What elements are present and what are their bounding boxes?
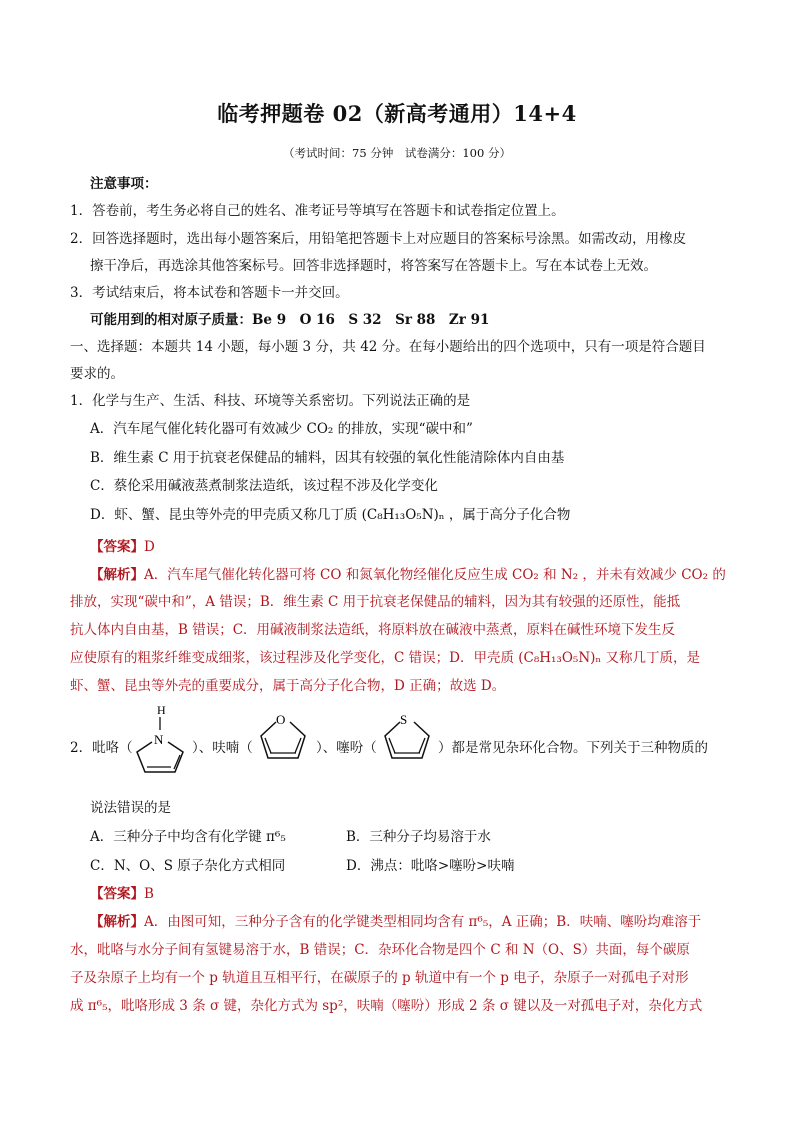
q2-option-d: D．沸点：吡咯>噻吩>呋喃 <box>346 858 515 874</box>
q1-option-a: A．汽车尾气催化转化器可有效减少 CO₂ 的排放，实现“碳中和” <box>90 421 473 437</box>
q2-stem-part-1: 2．吡咯（ <box>70 740 133 756</box>
q2-analysis-line-3: 子及杂原子上均有一个 p 轨道且互相平行，在碳原子的 p 轨道中有一个 p 电子，杂原子一对孤电子对形 <box>70 970 689 986</box>
page-title: 临考押题卷 02（新高考通用）14+4 <box>217 101 577 126</box>
answer-tag: 【答案】 <box>90 539 144 555</box>
question-1-stem: 1．化学与生产、生活、科技、环境等关系密切。下列说法正确的是 <box>70 393 471 409</box>
q2-stem-part-3: ）、噻吩（ <box>316 740 377 756</box>
answer-value: D <box>144 539 155 555</box>
q2-answer <box>90 882 154 902</box>
answer-tag: 【答案】 <box>90 886 144 902</box>
q1-analysis-line-4: 应使原有的粗浆纤维变成细浆，该过程涉及化学变化，C 错误；D．甲壳质 (C₈H₁₃O₅N)ₙ 又称几丁质，是 <box>70 650 701 666</box>
analysis-tag: 【解析】 <box>90 567 144 583</box>
q2-stem-part-2: ）、呋喃（ <box>192 740 253 756</box>
q2-option-c: C．N、O、S 原子杂化方式相同 <box>90 858 286 874</box>
h-atom-label: H <box>157 703 166 717</box>
q1-analysis-line-3: 抗人体内自由基，B 错误；C．用碱液制浆法造纸，将原料放在碱液中蒸煮，原料在碱性环境下发生反 <box>70 622 676 638</box>
q2-analysis-line-2: 水，吡咯与水分子间有氢键易溶于水，B 错误；C．杂环化合物是四个 C 和 N（O、S）共面，每个碳原 <box>70 942 690 958</box>
section-intro: 一、选择题：本题共 14 小题，每小题 3 分，共 42 分。在每小题给出的四个选项中，只有一项是符合题目 <box>70 339 706 355</box>
answer-value: B <box>144 886 154 902</box>
q2-option-a: A．三种分子中均含有化学键 π⁶₅ <box>90 829 286 845</box>
note-item-1: 1．答卷前，考生务必将自己的姓名、准考证号等填写在答题卡和试卷指定位置上。 <box>70 203 565 219</box>
exam-info: （考试时间：75 分钟 试卷满分：100 分） <box>283 146 511 160</box>
atomic-masses: 可能用到的相对原子质量：Be 9 O 16 S 32 Sr 88 Zr 91 <box>90 312 490 328</box>
q2-stem-line-2: 说法错误的是 <box>90 800 171 816</box>
q1-analysis-line-2: 排放，实现“碳中和”，A 错误；B．维生素 C 用于抗衰老保健品的辅料，因为其有较强的还原性，能抵 <box>70 594 681 610</box>
note-item-2: 2．回答选择题时，选出每小题答案后，用铅笔把答题卡上对应题目的答案标号涂黑。如需改动，用橡皮 <box>70 231 687 247</box>
q1-option-b: B．维生素 C 用于抗衰老保健品的辅料，因其有较强的氧化性能清除体内自由基 <box>90 450 565 466</box>
q1-option-d: D．虾、蟹、昆虫等外壳的甲壳质又称几丁质 (C₈H₁₃O₅N)ₙ ，属于高分子化合物 <box>90 507 571 523</box>
n-atom-label: N <box>154 732 164 747</box>
section-intro-cont: 要求的。 <box>70 366 124 382</box>
notes-heading: 注意事项： <box>90 176 158 192</box>
q1-analysis-line-1: 【解析】A．汽车尾气催化转化器可将 CO 和氮氧化物经催化反应生成 CO₂ 和 N₂ ，并未有效减少 CO₂ 的 <box>90 567 726 583</box>
q2-analysis-line-4: 成 π⁶₅，吡咯形成 3 条 σ 键，杂化方式为 sp²，呋喃（噻吩）形成 2 条 σ 键以及一对孤电子对，杂化方式 <box>70 998 703 1014</box>
s-atom-label: S <box>400 712 408 727</box>
note-item-3: 3．考试结束后，将本试卷和答题卡一并交回。 <box>70 285 349 301</box>
pyrrole-structure <box>127 700 193 780</box>
q2-analysis-line-1: 【解析】A．由图可知，三种分子含有的化学键类型相同均含有 π⁶₅，A 正确；B．呋喃、噻吩均难溶于 <box>90 914 702 930</box>
q2-stem-part-4: ）都是常见杂环化合物。下列关于三种物质的 <box>438 740 708 756</box>
furan-structure <box>252 706 314 780</box>
thiophene-structure <box>374 706 438 780</box>
o-atom-label: O <box>276 712 286 727</box>
analysis-tag: 【解析】 <box>90 914 144 930</box>
q1-answer <box>90 535 155 555</box>
note-item-2-cont: 擦干净后，再选涂其他答案标号。回答非选择题时，将答案写在答题卡上。写在本试卷上无效。 <box>90 258 657 274</box>
q2-option-b: B．三种分子均易溶于水 <box>346 829 491 845</box>
q1-option-c: C．蔡伦采用碱液蒸煮制浆法造纸，该过程不涉及化学变化 <box>90 478 438 494</box>
q1-analysis-line-5: 虾、蟹、昆虫等外壳的重要成分，属于高分子化合物，D 正确；故选 D。 <box>70 678 506 694</box>
